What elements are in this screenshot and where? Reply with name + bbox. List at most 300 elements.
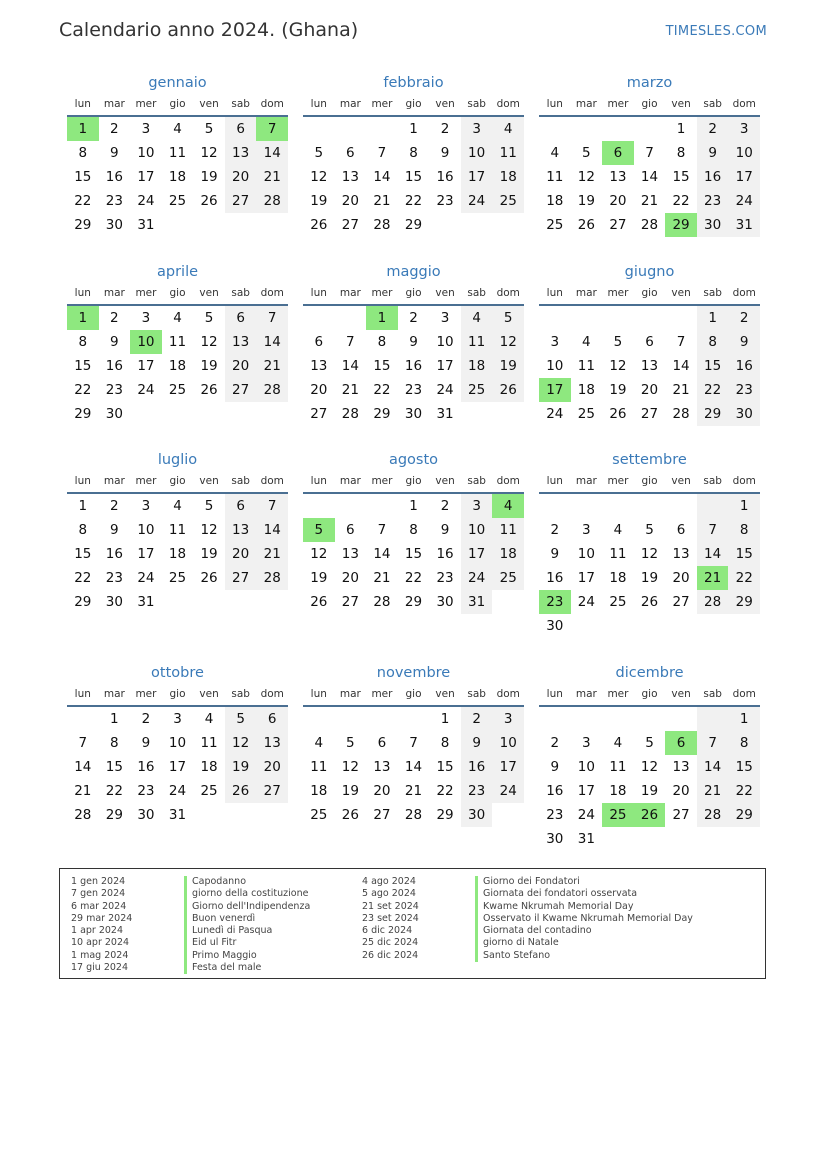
- day-cell: 5: [314, 145, 324, 161]
- day-cell: 17: [461, 165, 493, 189]
- day-cell: 30: [105, 594, 123, 610]
- day-cell: 25: [168, 570, 187, 586]
- holiday-day-cell: 25: [602, 803, 634, 827]
- day-cell: 21: [404, 783, 423, 799]
- day-cell: 21: [256, 542, 288, 566]
- day-cell: 20: [373, 783, 391, 799]
- weekday-header: [539, 684, 760, 707]
- weekday-label: dom: [260, 98, 284, 110]
- day-cell: 8: [409, 145, 418, 161]
- day-cell: 10: [577, 546, 595, 562]
- holiday-day-cell: 5: [303, 518, 335, 542]
- day-cell: 22: [74, 570, 92, 586]
- weekday-label: ven: [199, 475, 219, 487]
- day-cell: 26: [310, 217, 328, 233]
- day-cell: 3: [582, 522, 591, 538]
- day-cell: 11: [609, 759, 627, 775]
- weekday-label: mer: [607, 688, 629, 700]
- day-cell: 19: [341, 783, 359, 799]
- day-cell: 2: [409, 310, 418, 326]
- day-cell: 23: [105, 570, 123, 586]
- day-cell: 7: [676, 334, 686, 350]
- legend-holiday-name: Giornata dei fondatori osservata: [475, 888, 637, 900]
- weekday-header: [67, 684, 288, 707]
- day-cell: 29: [74, 217, 92, 233]
- month-dicembre: [539, 662, 760, 851]
- day-cell: 24: [137, 570, 155, 586]
- weekday-label: mer: [371, 287, 393, 299]
- day-cell: 15: [728, 755, 760, 779]
- empty-cell: [602, 117, 634, 141]
- weekday-label: mer: [607, 287, 629, 299]
- day-cell: 27: [341, 217, 359, 233]
- day-cell: 4: [613, 735, 623, 751]
- weekday-label: sab: [231, 287, 250, 299]
- legend-holiday-name: giorno di Natale: [475, 937, 559, 949]
- day-grid: [303, 494, 524, 614]
- month-name: aprile: [156, 264, 199, 280]
- day-cell: 24: [577, 807, 595, 823]
- day-cell: 11: [310, 759, 328, 775]
- day-cell: 9: [141, 735, 151, 751]
- day-cell: 6: [346, 145, 355, 161]
- day-cell: 13: [341, 546, 359, 562]
- day-cell: 24: [168, 783, 187, 799]
- empty-cell: [335, 117, 367, 141]
- day-cell: 3: [461, 117, 493, 141]
- day-cell: 26: [577, 217, 595, 233]
- day-cell: 14: [373, 546, 391, 562]
- day-cell: 15: [436, 759, 454, 775]
- day-cell: 30: [105, 406, 123, 422]
- day-cell: 17: [577, 570, 595, 586]
- day-cell: 30: [728, 402, 760, 426]
- weekday-label: mar: [575, 98, 597, 110]
- day-cell: 31: [168, 807, 187, 823]
- day-cell: 26: [640, 594, 659, 610]
- day-cell: 3: [440, 310, 450, 326]
- weekday-label: lun: [74, 98, 91, 110]
- day-cell: 6: [346, 522, 355, 538]
- month-settembre: [539, 449, 760, 638]
- day-cell: 5: [346, 735, 355, 751]
- day-cell: 12: [609, 358, 627, 374]
- weekday-header: [67, 94, 288, 117]
- day-cell: 14: [697, 755, 729, 779]
- month-name: maggio: [386, 264, 441, 280]
- day-cell: 11: [168, 522, 187, 538]
- day-cell: 22: [74, 382, 92, 398]
- weekday-label: mar: [575, 287, 597, 299]
- month-name: agosto: [388, 452, 439, 468]
- day-cell: 19: [225, 755, 257, 779]
- day-cell: 15: [105, 759, 123, 775]
- legend-date: 4 ago 2024: [362, 876, 416, 887]
- weekday-label: lun: [310, 688, 327, 700]
- legend-date: 25 dic 2024: [362, 937, 419, 949]
- day-cell: 4: [461, 306, 493, 330]
- day-cell: 19: [200, 358, 218, 374]
- day-cell: 25: [461, 378, 493, 402]
- day-cell: 26: [341, 807, 359, 823]
- day-cell: 5: [645, 735, 654, 751]
- legend-date: 6 dic 2024: [362, 925, 413, 937]
- weekday-header: [67, 471, 288, 494]
- day-cell: 22: [728, 566, 760, 590]
- empty-cell: [335, 306, 367, 330]
- day-cell: 8: [78, 522, 88, 538]
- day-cell: 14: [404, 759, 423, 775]
- empty-cell: [539, 707, 571, 731]
- weekday-label: mer: [371, 688, 393, 700]
- weekday-label: lun: [310, 98, 327, 110]
- day-cell: 2: [110, 310, 119, 326]
- legend-holiday-name: Capodanno: [184, 876, 246, 888]
- empty-cell: [303, 494, 335, 518]
- weekday-label: lun: [546, 287, 563, 299]
- empty-cell: [571, 707, 603, 731]
- day-grid: [303, 306, 524, 426]
- day-cell: 2: [440, 121, 450, 137]
- day-cell: 11: [492, 518, 524, 542]
- day-cell: 27: [225, 566, 257, 590]
- day-cell: 21: [373, 193, 391, 209]
- day-cell: 17: [461, 542, 493, 566]
- day-cell: 27: [341, 594, 359, 610]
- empty-cell: [303, 707, 335, 731]
- holiday-day-cell: 6: [602, 141, 634, 165]
- weekday-label: ven: [199, 98, 219, 110]
- day-cell: 22: [404, 193, 423, 209]
- day-cell: 27: [256, 779, 288, 803]
- legend-holiday-name: giorno della costituzione: [184, 888, 308, 900]
- day-cell: 9: [440, 522, 450, 538]
- day-cell: 6: [225, 117, 257, 141]
- day-cell: 10: [728, 141, 760, 165]
- day-cell: 7: [256, 494, 288, 518]
- day-cell: 13: [672, 759, 690, 775]
- day-cell: 31: [461, 590, 493, 614]
- weekday-label: dom: [732, 287, 756, 299]
- empty-cell: [398, 707, 430, 731]
- weekday-label: sab: [467, 475, 486, 487]
- weekday-label: dom: [496, 287, 520, 299]
- day-cell: 27: [373, 807, 391, 823]
- day-cell: 23: [105, 193, 123, 209]
- day-cell: 29: [373, 406, 391, 422]
- day-cell: 8: [110, 735, 119, 751]
- day-cell: 18: [200, 759, 218, 775]
- day-cell: 5: [582, 145, 591, 161]
- day-cell: 26: [200, 570, 218, 586]
- day-cell: 29: [404, 217, 423, 233]
- legend-holiday-name: Giorno dei Fondatori: [475, 876, 580, 888]
- day-cell: 7: [78, 735, 88, 751]
- day-cell: 10: [492, 731, 524, 755]
- weekday-label: ven: [435, 98, 455, 110]
- day-cell: 19: [310, 570, 328, 586]
- day-cell: 4: [550, 145, 560, 161]
- legend-date: 17 giu 2024: [71, 962, 128, 974]
- weekday-label: dom: [732, 475, 756, 487]
- day-cell: 4: [492, 117, 524, 141]
- day-cell: 20: [341, 570, 359, 586]
- day-cell: 9: [728, 330, 760, 354]
- day-cell: 7: [256, 306, 288, 330]
- day-cell: 23: [436, 570, 454, 586]
- day-cell: 1: [728, 494, 760, 518]
- day-cell: 31: [137, 217, 155, 233]
- holiday-day-cell: 1: [366, 306, 398, 330]
- day-cell: 6: [225, 306, 257, 330]
- day-cell: 24: [137, 193, 155, 209]
- holiday-day-cell: 6: [665, 731, 697, 755]
- day-cell: 28: [697, 803, 729, 827]
- day-cell: 8: [697, 330, 729, 354]
- day-cell: 13: [640, 358, 659, 374]
- day-cell: 28: [672, 406, 690, 422]
- day-cell: 27: [672, 594, 690, 610]
- day-grid: [67, 494, 288, 614]
- legend-holiday-name: Giornata del contadino: [475, 925, 592, 937]
- day-cell: 23: [461, 779, 493, 803]
- day-cell: 25: [200, 783, 218, 799]
- day-cell: 29: [436, 807, 454, 823]
- weekday-label: mer: [607, 98, 629, 110]
- day-cell: 14: [74, 759, 92, 775]
- weekday-label: sab: [703, 475, 722, 487]
- legend-date: 1 gen 2024: [71, 876, 126, 887]
- weekday-label: mar: [575, 688, 597, 700]
- day-cell: 17: [137, 546, 155, 562]
- day-cell: 1: [697, 306, 729, 330]
- month-name: giugno: [624, 264, 675, 280]
- day-cell: 22: [373, 382, 391, 398]
- day-cell: 16: [546, 570, 564, 586]
- day-cell: 11: [168, 334, 187, 350]
- day-cell: 24: [577, 594, 595, 610]
- day-grid: [67, 707, 288, 827]
- month-agosto: [303, 449, 524, 614]
- weekday-label: dom: [260, 688, 284, 700]
- day-cell: 15: [728, 542, 760, 566]
- day-cell: 15: [74, 169, 92, 185]
- weekday-label: mar: [339, 287, 361, 299]
- empty-cell: [335, 707, 367, 731]
- weekday-label: lun: [74, 475, 91, 487]
- weekday-label: mer: [371, 98, 393, 110]
- month-name: settembre: [612, 452, 687, 468]
- weekday-header: [303, 283, 524, 306]
- day-cell: 20: [640, 382, 659, 398]
- day-cell: 23: [436, 193, 454, 209]
- day-cell: 26: [609, 406, 627, 422]
- day-cell: 24: [728, 189, 760, 213]
- day-cell: 26: [200, 193, 218, 209]
- day-cell: 21: [256, 165, 288, 189]
- day-cell: 11: [168, 145, 187, 161]
- legend-holiday-name: Santo Stefano: [475, 950, 550, 962]
- day-cell: 13: [225, 330, 257, 354]
- day-cell: 15: [373, 358, 391, 374]
- weekday-label: gio: [405, 475, 422, 487]
- day-cell: 29: [404, 594, 423, 610]
- legend-date: 10 apr 2024: [71, 937, 130, 949]
- month-name: dicembre: [615, 665, 684, 681]
- legend-holiday-name: Kwame Nkrumah Memorial Day: [475, 901, 633, 913]
- day-cell: 14: [256, 141, 288, 165]
- day-cell: 28: [256, 566, 288, 590]
- day-cell: 9: [550, 759, 560, 775]
- day-cell: 4: [613, 522, 623, 538]
- day-cell: 5: [204, 121, 214, 137]
- day-cell: 26: [310, 594, 328, 610]
- weekday-label: sab: [231, 475, 250, 487]
- day-cell: 28: [697, 590, 729, 614]
- page-title: Calendario anno 2024. (Ghana): [59, 19, 359, 41]
- day-cell: 9: [110, 145, 119, 161]
- day-cell: 10: [137, 522, 155, 538]
- weekday-label: sab: [467, 98, 486, 110]
- day-cell: 20: [310, 382, 328, 398]
- day-cell: 15: [697, 354, 729, 378]
- day-cell: 2: [697, 117, 729, 141]
- holiday-day-cell: 26: [634, 803, 666, 827]
- weekday-label: gio: [405, 98, 422, 110]
- day-cell: 20: [609, 193, 627, 209]
- day-grid: [539, 494, 760, 638]
- legend-holiday-name: Primo Maggio: [184, 950, 257, 962]
- day-cell: 16: [105, 358, 123, 374]
- day-cell: 19: [609, 382, 627, 398]
- day-cell: 31: [137, 594, 155, 610]
- day-cell: 17: [492, 755, 524, 779]
- weekday-label: sab: [467, 287, 486, 299]
- day-cell: 16: [546, 783, 564, 799]
- day-cell: 13: [341, 169, 359, 185]
- day-cell: 25: [492, 189, 524, 213]
- day-cell: 22: [697, 378, 729, 402]
- day-cell: 30: [697, 213, 729, 237]
- day-cell: 8: [78, 145, 88, 161]
- day-cell: 28: [640, 217, 659, 233]
- holiday-legend: [59, 868, 766, 979]
- day-cell: 21: [672, 382, 690, 398]
- weekday-label: lun: [546, 98, 563, 110]
- legend-date: 6 mar 2024: [71, 900, 127, 912]
- weekday-label: mer: [135, 475, 157, 487]
- empty-cell: [634, 306, 666, 330]
- weekday-label: mar: [339, 688, 361, 700]
- day-cell: 24: [461, 566, 493, 590]
- weekday-label: ven: [671, 98, 691, 110]
- day-cell: 3: [582, 735, 591, 751]
- day-cell: 1: [409, 121, 418, 137]
- day-cell: 3: [492, 707, 524, 731]
- month-novembre: [303, 662, 524, 827]
- legend-date: 1 apr 2024: [71, 925, 124, 937]
- weekday-label: ven: [671, 688, 691, 700]
- weekday-label: mar: [103, 475, 125, 487]
- weekday-label: dom: [496, 98, 520, 110]
- day-cell: 10: [436, 334, 454, 350]
- day-cell: 21: [373, 570, 391, 586]
- day-cell: 30: [105, 217, 123, 233]
- day-cell: 18: [168, 546, 187, 562]
- day-cell: 16: [697, 165, 729, 189]
- weekday-label: mer: [135, 688, 157, 700]
- day-cell: 2: [440, 498, 450, 514]
- day-cell: 12: [640, 759, 659, 775]
- day-cell: 27: [225, 378, 257, 402]
- day-cell: 23: [105, 382, 123, 398]
- month-name: gennaio: [148, 75, 207, 91]
- day-cell: 25: [577, 406, 595, 422]
- empty-cell: [634, 117, 666, 141]
- weekday-label: mar: [339, 475, 361, 487]
- weekday-header: [539, 94, 760, 117]
- day-grid: [539, 707, 760, 851]
- day-cell: 1: [676, 121, 686, 137]
- day-cell: 16: [436, 546, 454, 562]
- weekday-label: ven: [435, 287, 455, 299]
- day-cell: 15: [672, 169, 690, 185]
- day-cell: 6: [676, 522, 686, 538]
- day-cell: 27: [609, 217, 627, 233]
- day-cell: 19: [640, 570, 659, 586]
- day-cell: 9: [697, 141, 729, 165]
- day-cell: 24: [546, 406, 564, 422]
- empty-cell: [335, 494, 367, 518]
- day-cell: 21: [256, 354, 288, 378]
- empty-cell: [366, 117, 398, 141]
- empty-cell: [634, 707, 666, 731]
- day-cell: 15: [74, 358, 92, 374]
- brand-link[interactable]: TIMESLES.COM: [665, 24, 767, 39]
- day-cell: 1: [440, 711, 450, 727]
- day-cell: 11: [492, 141, 524, 165]
- month-name: marzo: [626, 75, 673, 91]
- day-cell: 6: [645, 334, 654, 350]
- day-cell: 7: [697, 518, 729, 542]
- empty-cell: [634, 494, 666, 518]
- day-cell: 9: [550, 546, 560, 562]
- day-cell: 13: [672, 546, 690, 562]
- day-cell: 20: [672, 570, 690, 586]
- day-cell: 10: [577, 759, 595, 775]
- weekday-label: gio: [169, 98, 186, 110]
- day-cell: 29: [728, 590, 760, 614]
- day-cell: 6: [256, 707, 288, 731]
- legend-holiday-name: Lunedì di Pasqua: [184, 925, 272, 937]
- day-cell: 24: [461, 189, 493, 213]
- day-cell: 12: [200, 145, 218, 161]
- empty-cell: [303, 117, 335, 141]
- day-cell: 13: [256, 731, 288, 755]
- day-cell: 23: [697, 189, 729, 213]
- month-marzo: [539, 72, 760, 237]
- day-cell: 7: [697, 731, 729, 755]
- day-cell: 3: [173, 711, 182, 727]
- day-cell: 8: [676, 145, 686, 161]
- day-cell: 17: [168, 759, 187, 775]
- day-cell: 31: [436, 406, 454, 422]
- day-cell: 26: [225, 779, 257, 803]
- day-cell: 4: [204, 711, 214, 727]
- day-cell: 25: [546, 217, 564, 233]
- day-cell: 18: [310, 783, 328, 799]
- day-cell: 30: [404, 406, 423, 422]
